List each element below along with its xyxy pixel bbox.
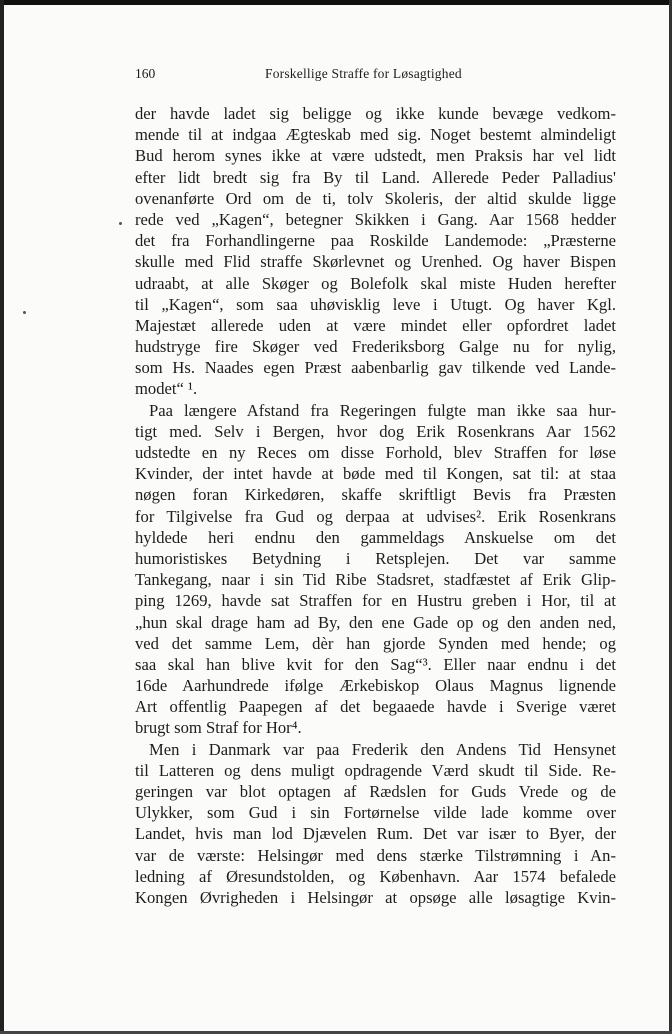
text-line: Tankegang, naar i sin Tid Ribe Stadsret, stadfæstet af Erik Glip- [135, 570, 616, 590]
text-line: Men i Danmark var paa Frederik den Andens Tid Hensynet [149, 739, 616, 759]
text-line: Landet, hvis man lod Djævelen Rum. Det var især to Byer, der [135, 824, 616, 844]
text-line: modet“ ¹. [135, 379, 198, 399]
margin-speck [23, 311, 26, 314]
text-line: „hun skal drage ham ad By, den ene Gade op og den anden ned, [135, 612, 616, 632]
text-line: Kongen Øvrigheden i Helsingør at opsøge alle løsagtige Kvin- [135, 887, 616, 907]
text-line: Paa længere Afstand fra Regeringen fulgte man ikke saa hur- [149, 400, 616, 420]
text-line: rede ved „Kagen“, betegner Skikken i Gang. Aar 1568 hedder [135, 209, 616, 229]
text-line: geringen var blot optagen af Rædslen for Guds Vrede og de [135, 782, 616, 801]
text-line: Bud herom synes ikke at være udstedt, men Praksis har vel lidt [135, 146, 616, 166]
text-line: til „Kagen“, som saa uhøvisklig leve i Utugt. Og haver Kgl. [135, 294, 616, 314]
text-line: det fra Forhandlingerne paa Roskilde Landemode: „Præsterne [135, 231, 616, 251]
text-line: som Hs. Naades egen Præst aabenbarlig gav tilkende ved Lande- [135, 358, 616, 378]
scan-border-left [0, 0, 4, 1034]
text-line: ledning af Øresundstolden, og København. Aar 1574 befalede [135, 866, 616, 886]
text-line: til Latteren og dens muligt opdragende Værd skudt til Side. Re- [135, 760, 616, 780]
page-number: 160 [135, 66, 156, 81]
text-line: mende til at indgaa Ægteskab med sig. Noget bestemt almindeligt [135, 125, 616, 145]
text-line: efter lidt bredt sig fra By til Land. Allerede Peder Palladius' [135, 167, 616, 187]
text-line: hudstryge fire Skøger ved Frederiksborg Galge nu for nylig, [135, 337, 616, 357]
scan-border-top [0, 0, 672, 5]
text-line: 16de Aarhundrede ifølge Ærkebiskop Olaus Magnus lignende [135, 676, 616, 696]
text-line: skulle med Flid straffe Skørlevnet og Urenhed. Og haver Bispen [135, 252, 616, 272]
text-line: humoristiskes Betydning i Retsplejen. Det var samme [135, 548, 616, 568]
text-line: Art offentlig Paapegen af det begaaede havde i Sverige været [135, 697, 616, 717]
text-line: ping 1269, havde sat Straffen for en Hustru greben i Hor, til at [135, 591, 616, 611]
text-line: ved det samme Lem, dèr han gjorde Synden med hende; og [135, 633, 616, 653]
text-line: Majestæt allerede uden at være mindet eller opfordret ladet [135, 315, 616, 335]
running-title: Forskellige Straffe for Løsagtighed [265, 66, 462, 81]
text-line: Ulykker, som Gud i sin Fortørnelse vilde lade komme over [135, 803, 616, 823]
text-line: ovenanførte Ord om de ti, tolv Skoleris, der altid skulde ligge [135, 188, 616, 208]
text-line: udstedte en ny Reces om disse Forhold, blev Straffen for løse [135, 443, 616, 462]
text-line: tigt med. Selv i Bergen, hvor dog Erik Rosenkrans Aar 1562 [135, 421, 616, 441]
page-header [135, 66, 616, 86]
text-line: udraabt, at alle Skøger og Bolefolk skal miste Huden herefter [135, 273, 616, 293]
text-line: der havde ladet sig beligge og ikke kunde bevæge vedkom- [135, 104, 616, 123]
text-line: Kvinder, der intet havde at bøde med til Kongen, sat til: at staa [135, 464, 616, 484]
margin-speck [119, 222, 122, 225]
text-line: nøgen foran Kirkedøren, skaffe skriftligt Bevis fra Præsten [135, 485, 616, 505]
text-line: for Tilgivelse fra Gud og derpaa at udvises². Erik Rosenkrans [135, 506, 616, 526]
text-line: hyldede heri endnu den gammeldags Anskuelse om det [135, 527, 616, 547]
body-text [135, 103, 616, 908]
text-line: var de værste: Helsingør med dens stærke Tilstrømning i An- [135, 845, 616, 865]
text-line: brugt som Straf for Hor⁴. [135, 718, 302, 738]
text-line: saa skal han blive kvit for den Sag“³. Eller naar endnu i det [135, 654, 616, 674]
